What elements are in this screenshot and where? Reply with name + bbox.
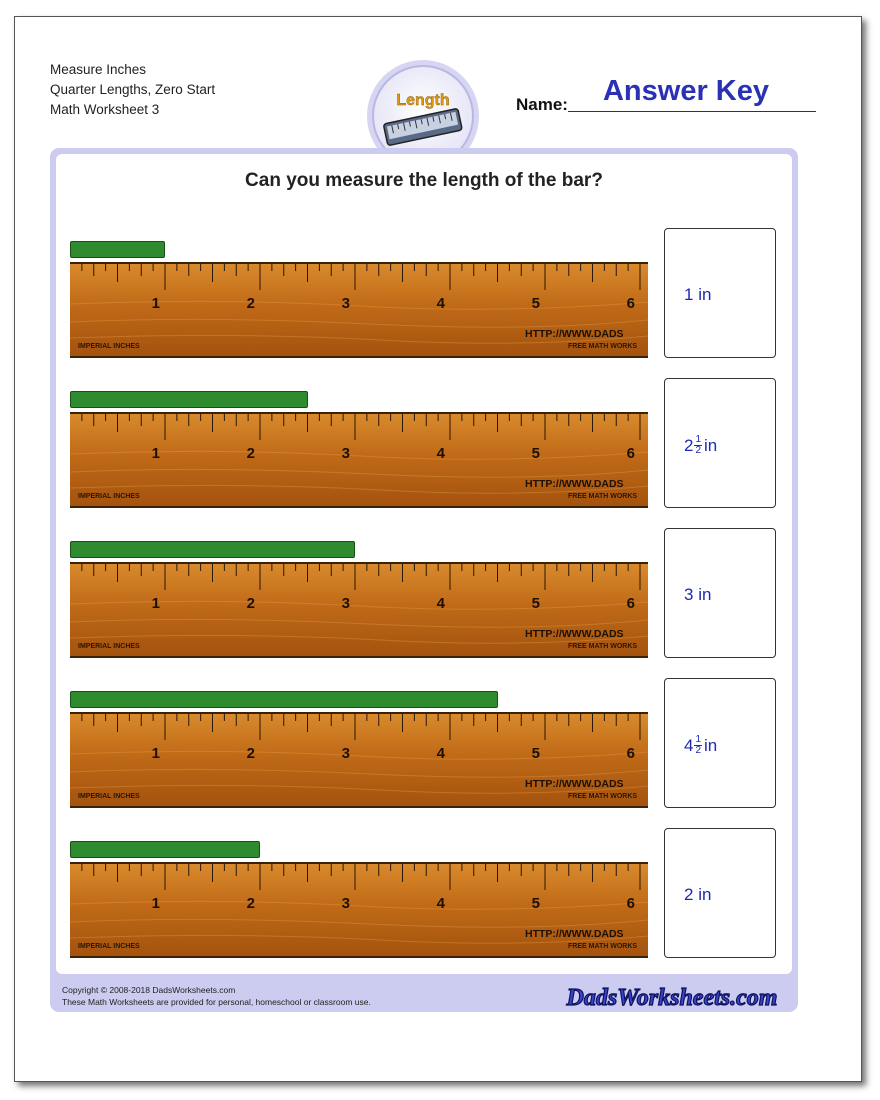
ruler-number: 2 (246, 595, 255, 612)
header-line-title: Measure Inches (50, 62, 147, 77)
ruler-number: 2 (246, 445, 255, 462)
problem-row (70, 828, 778, 960)
fraction-denominator: 2 (695, 745, 702, 756)
ruler-subtext: FREE MATH WORKS (568, 793, 638, 800)
ruler-graphic (70, 564, 648, 656)
ruler-number: 6 (626, 745, 635, 762)
ruler-number: 3 (341, 745, 350, 762)
ruler-graphic (70, 864, 648, 956)
answer-text (684, 885, 711, 905)
answer-box[interactable] (664, 528, 776, 658)
ruler-url-text: HTTP://WWW.DADS (525, 628, 624, 640)
usage-notice-text: These Math Worksheets are provided for personal, homeschool or classroom use. (62, 997, 371, 1007)
ruler-subtext: FREE MATH WORKS (568, 643, 638, 650)
ruler-url-text: HTTP://WWW.DADS (525, 778, 624, 790)
answer-whole: 2 (684, 885, 694, 904)
ruler-number: 5 (531, 895, 540, 912)
ruler-number: 3 (341, 445, 350, 462)
ruler-number: 4 (436, 595, 445, 612)
answer-key-title: Answer Key (602, 75, 769, 107)
question-text: Can you measure the length of the bar? (245, 170, 603, 191)
ruler-url-text: HTTP://WWW.DADS (525, 478, 624, 490)
answer-text (684, 735, 717, 756)
answer-whole: 3 (684, 585, 694, 604)
ruler-number: 4 (436, 445, 445, 462)
fraction-numerator: 1 (695, 434, 702, 445)
answer-whole: 4 (684, 735, 694, 755)
ruler-caption: IMPERIAL INCHES (78, 643, 140, 650)
answer-fraction (694, 735, 702, 756)
header-line-number: Math Worksheet 3 (50, 102, 160, 117)
ruler-graphic (70, 414, 648, 506)
ruler-number: 1 (151, 295, 160, 312)
ruler-number: 1 (151, 895, 160, 912)
header-line-subtitle: Quarter Lengths, Zero Start (50, 82, 216, 97)
ruler-number: 5 (531, 445, 540, 462)
problem-row (70, 678, 778, 810)
ruler-number: 2 (246, 295, 255, 312)
ruler-number: 5 (531, 745, 540, 762)
name-underline (568, 111, 816, 112)
ruler-number: 6 (626, 895, 635, 912)
ruler-graphic (70, 714, 648, 806)
ruler-number: 2 (246, 745, 255, 762)
ruler-number: 3 (341, 895, 350, 912)
answer-box[interactable] (664, 678, 776, 808)
measured-bar (70, 541, 355, 558)
problem-row (70, 378, 778, 510)
ruler-subtext: FREE MATH WORKS (568, 343, 638, 350)
answer-text (684, 435, 717, 456)
answer-box[interactable] (664, 378, 776, 508)
name-label: Name: (516, 95, 568, 114)
dadsworksheets-logo (560, 978, 784, 1014)
ruler-number: 5 (531, 595, 540, 612)
ruler-number: 1 (151, 445, 160, 462)
fraction-numerator: 1 (695, 734, 702, 745)
copyright-text: Copyright © 2008-2018 DadsWorksheets.com (62, 985, 236, 995)
ruler-number: 4 (436, 745, 445, 762)
ruler-number: 3 (341, 295, 350, 312)
ruler-graphic (70, 264, 648, 356)
ruler-number: 6 (626, 595, 635, 612)
answer-unit: in (704, 435, 718, 455)
footer (62, 984, 371, 1008)
ruler-number: 1 (151, 595, 160, 612)
ruler-number: 5 (531, 295, 540, 312)
problem-row (70, 528, 778, 660)
ruler (70, 862, 648, 958)
problem-row (70, 228, 778, 360)
ruler (70, 412, 648, 508)
ruler-number: 4 (436, 295, 445, 312)
ruler (70, 712, 648, 808)
ruler-number: 4 (436, 895, 445, 912)
ruler-subtext: FREE MATH WORKS (568, 943, 638, 950)
ruler-caption: IMPERIAL INCHES (78, 943, 140, 950)
ruler-caption: IMPERIAL INCHES (78, 793, 140, 800)
brand-text: DadsWorksheets.com (566, 985, 778, 1011)
answer-box[interactable] (664, 228, 776, 358)
answer-unit: in (693, 285, 712, 304)
logo-title-text: Length (396, 92, 450, 109)
ruler-subtext: FREE MATH WORKS (568, 493, 638, 500)
answer-unit: in (704, 735, 718, 755)
ruler-caption: IMPERIAL INCHES (78, 493, 140, 500)
ruler-url-text: HTTP://WWW.DADS (525, 328, 624, 340)
ruler-number: 1 (151, 745, 160, 762)
answer-text (684, 285, 711, 305)
ruler (70, 262, 648, 358)
worksheet-header (50, 60, 215, 120)
measured-bar (70, 241, 165, 258)
answer-fraction (694, 435, 702, 456)
ruler-caption: IMPERIAL INCHES (78, 343, 140, 350)
ruler-number: 3 (341, 595, 350, 612)
answer-box[interactable] (664, 828, 776, 958)
answer-whole: 2 (684, 435, 694, 455)
fraction-denominator: 2 (695, 445, 702, 456)
ruler-url-text: HTTP://WWW.DADS (525, 928, 624, 940)
measured-bar (70, 391, 308, 408)
answer-unit: in (693, 585, 712, 604)
answer-text (684, 585, 711, 605)
ruler-number: 6 (626, 445, 635, 462)
measured-bar (70, 691, 498, 708)
answer-whole: 1 (684, 285, 694, 304)
ruler-number: 2 (246, 895, 255, 912)
ruler (70, 562, 648, 658)
answer-unit: in (693, 885, 712, 904)
ruler-number: 6 (626, 295, 635, 312)
measured-bar (70, 841, 260, 858)
